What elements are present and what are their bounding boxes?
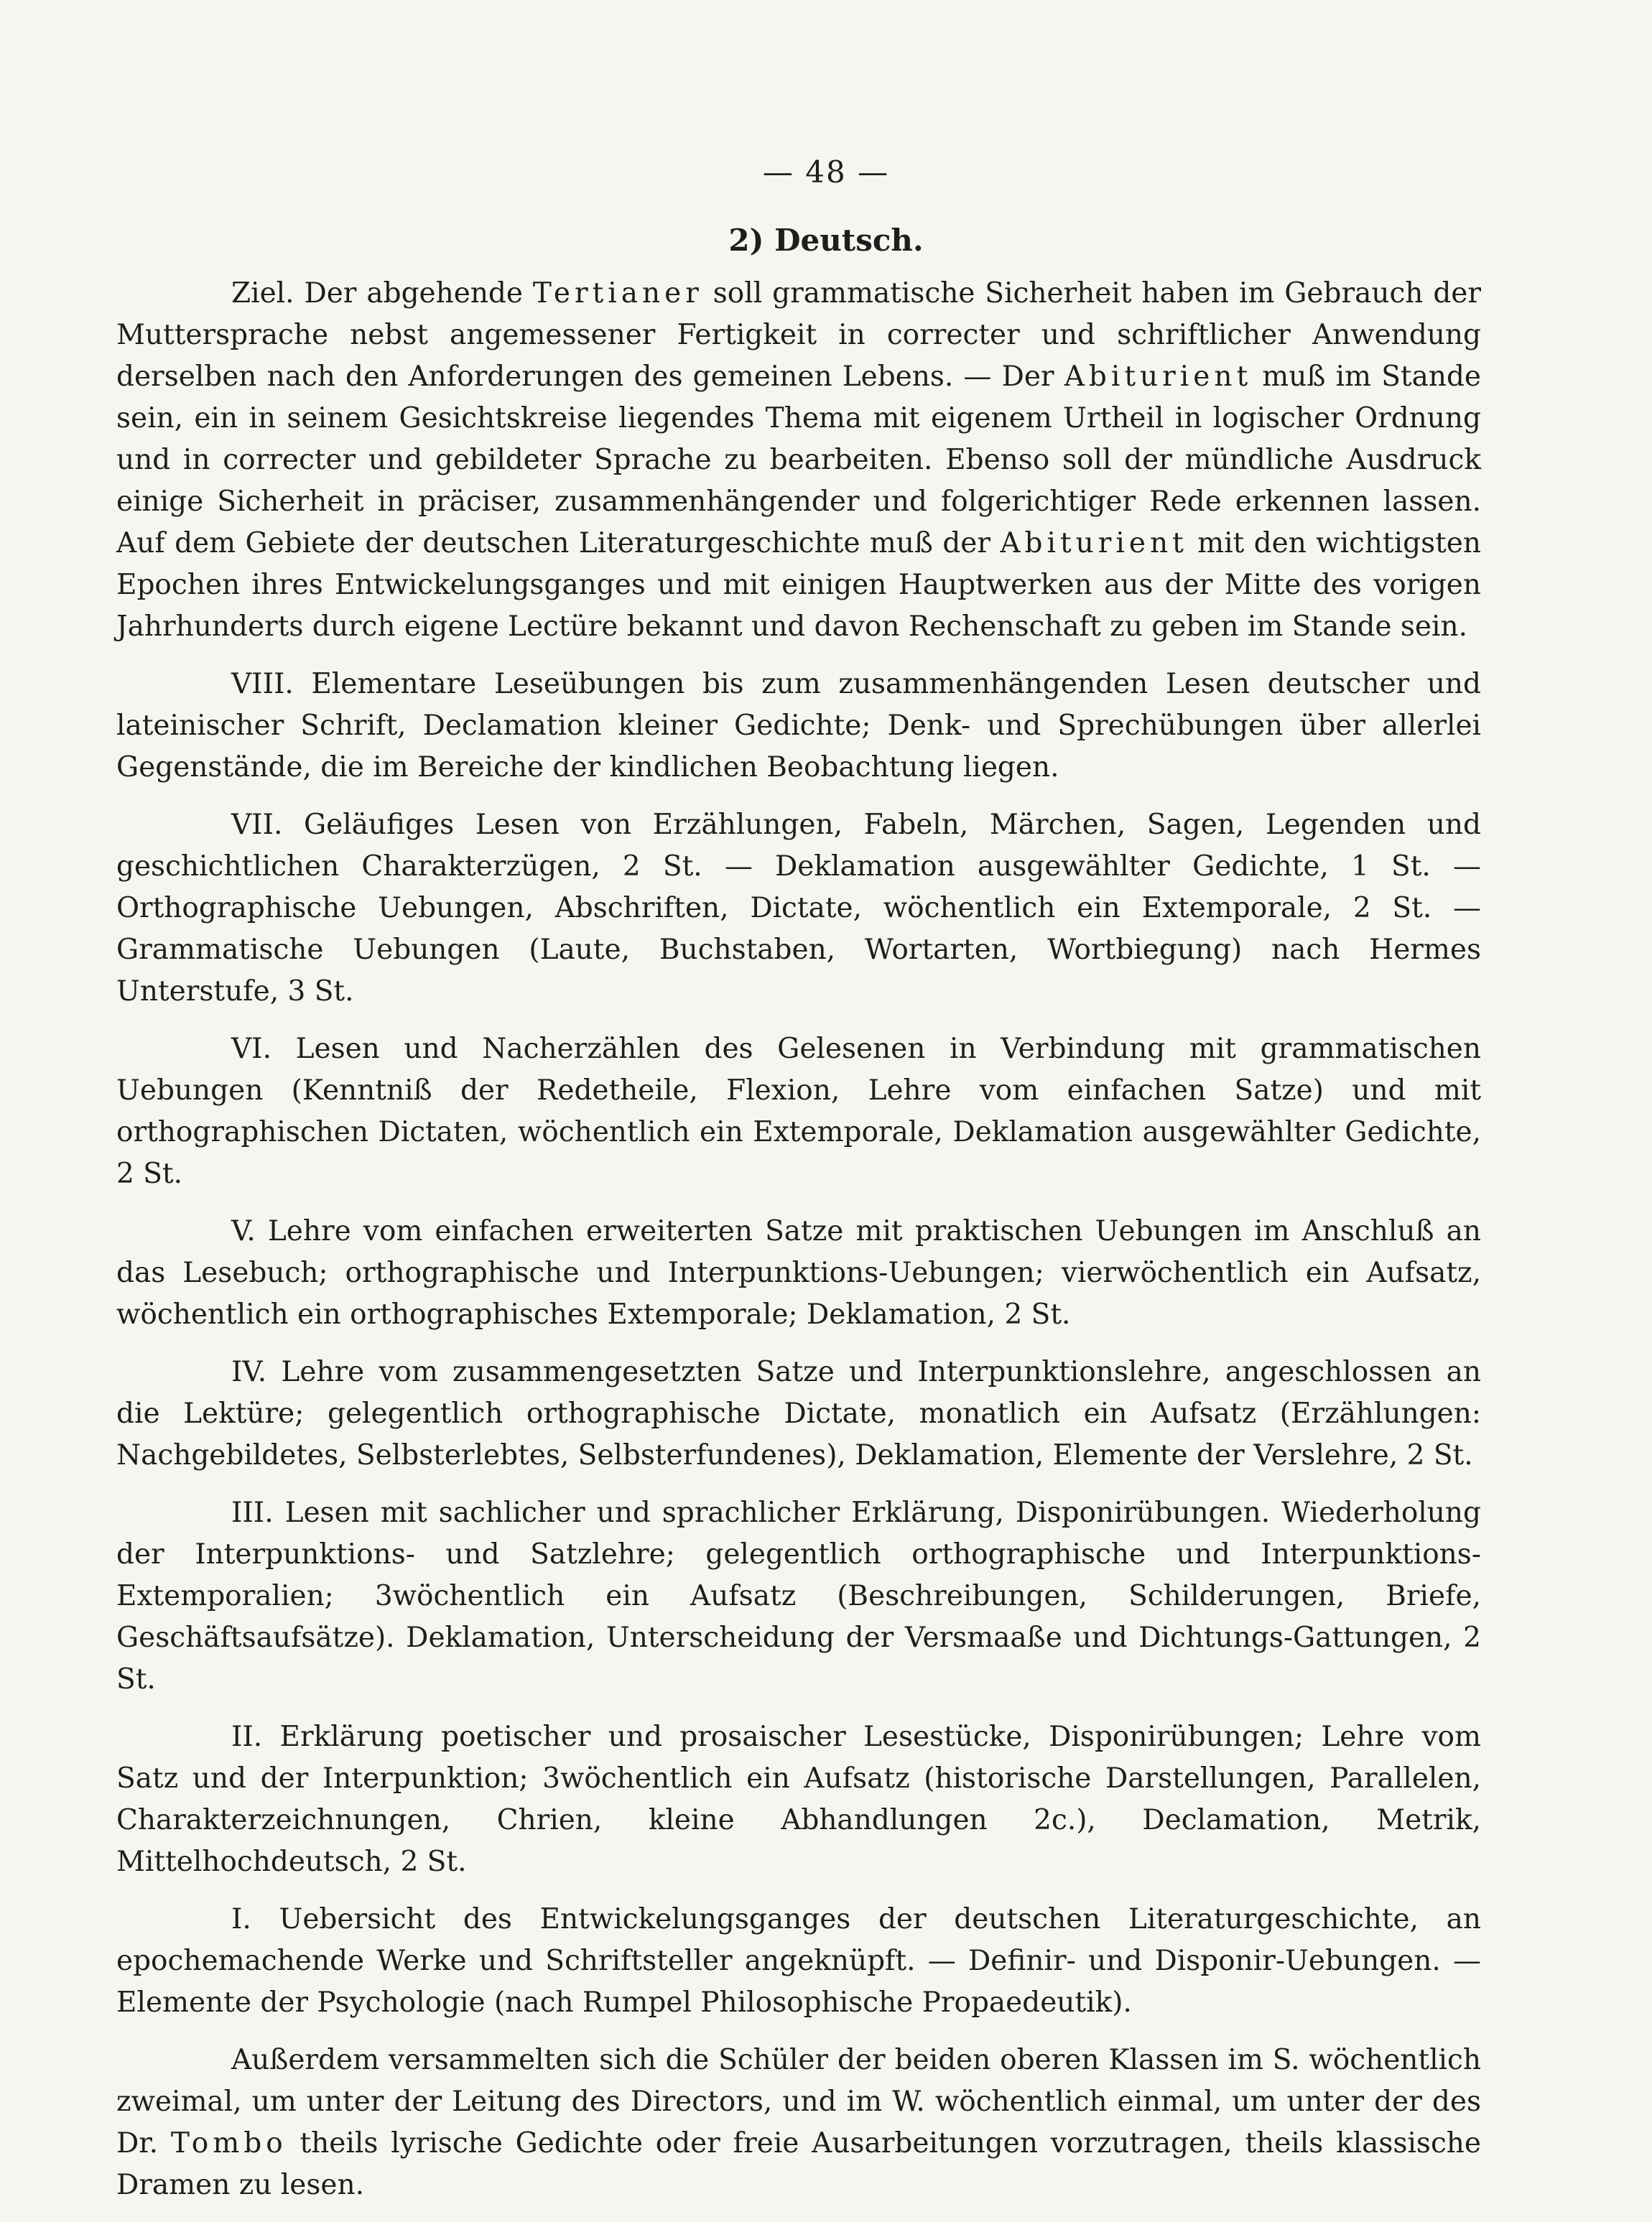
section-title xyxy=(0,223,1652,258)
ziel-tertianer: Tertianer xyxy=(532,277,703,310)
ziel-text-1: Der abgehende xyxy=(304,277,523,310)
paragraph-ziel xyxy=(116,273,1481,648)
ziel-abiturient-2: Abiturient xyxy=(1000,527,1188,559)
closing-text-2: theils lyrische Gedichte oder freie Ausarbeitungen vorzutragen, theils klassische Dramen zu lesen. xyxy=(116,2127,1481,2201)
ziel-text-4: mit den wichtigsten Epochen ihres Entwickelungsganges und mit einigen Hauptwerken aus der Mitte des vorigen Jahrhunderts durch eigene Lectüre bekannt und davon Rechenschaft zu geben im Stande sein. xyxy=(116,527,1481,643)
viii-text: Elementare Leseübungen bis zum zusammenhängenden Lesen deutscher und lateinischer Schrift, Declamation kleiner Gedichte; Denk- und Sprechübungen über allerlei Gegenstände, die im Bereiche der kindlichen Beobachtung liegen. xyxy=(116,668,1482,784)
iii-label: III. xyxy=(231,1497,274,1529)
ziel-abiturient-1: Abiturient xyxy=(1064,361,1253,393)
vii-label: VII. xyxy=(231,809,283,841)
iv-text: Lehre vom zusammengesetzten Satze und Interpunktionslehre, angeschlossen an die Lektüre; gelegentlich orthographische Dictate, monatlich ein Aufsatz (Erzählungen: Nachgebildetes, Selbsterlebtes, Selbsterfundenes), Deklamation, Elemente der Verslehre, 2 St. xyxy=(116,1356,1481,1472)
vi-label: VI. xyxy=(231,1033,272,1065)
paragraph-viii xyxy=(116,664,1481,789)
i-label: I. xyxy=(231,1903,251,1935)
v-text: Lehre vom einfachen erweiterten Satze mit praktischen Uebungen im Anschluß an das Lesebuch; orthographische und Interpunktions-Uebungen; vierwöchentlich ein Aufsatz, wöchentlich ein orthographisches Extemporale; Deklamation, 2 St. xyxy=(116,1215,1481,1331)
ii-text: Erklärung poetischer und prosaischer Lesestücke, Disponirübungen; Lehre vom Satz und der Interpunktion; 3wöchentlich ein Aufsatz (historische Darstellungen, Parallelen, Charakterzeichnungen, Chrien, kleine Abhandlungen 2c.), Declamation, Metrik, Mittelhochdeutsch, 2 St. xyxy=(116,1721,1481,1878)
iii-text: Lesen mit sachlicher und sprachlicher Erklärung, Disponirübungen. Wiederholung der Interpunktions- und Satzlehre; gelegentlich orthographische und Interpunktions-Extemporalien; 3wöchentlich ein Aufsatz (Beschreibungen, Schilderungen, Briefe, Geschäftsaufsätze). Deklamation, Unterscheidung der Versmaaße und Dichtungs-Gattungen, 2 St. xyxy=(116,1497,1481,1696)
paragraph-vii xyxy=(116,804,1481,1013)
vi-text: Lesen und Nacherzählen des Gelesenen in Verbindung mit grammatischen Uebungen (Kenntniß der Redetheile, Flexion, Lehre vom einfachen Satze) und mit orthographischen Dictaten, wöchentlich ein Extemporale, Deklamation ausgewählter Gedichte, 2 St. xyxy=(116,1033,1481,1190)
paragraph-closing xyxy=(116,2040,1481,2206)
viii-label: VIII. xyxy=(231,668,294,700)
ziel-label: Ziel. xyxy=(231,277,294,310)
body-text xyxy=(116,273,1481,2222)
i-text: Uebersicht des Entwickelungsganges der deutschen Literaturgeschichte, an epochemachende Werke und Schriftsteller angeknüpft. — Definir- und Disponir-Uebungen. — Elemente der Psychologie (nach Rumpel Philosophische Propaedeutik). xyxy=(116,1903,1481,2019)
ii-label: II. xyxy=(231,1721,263,1753)
vii-text: Geläufiges Lesen von Erzählungen, Fabeln, Märchen, Sagen, Legenden und geschichtlichen Charakterzügen, 2 St. — Deklamation ausgewählter Gedichte, 1 St. — Orthographische Uebungen, Abschriften, Dictate, wöchentlich ein Extemporale, 2 St. — Grammatische Uebungen (Laute, Buchstaben, Wortarten, Wortbiegung) nach Hermes Unterstufe, 3 St. xyxy=(116,809,1481,1008)
closing-tombo: Tombo xyxy=(170,2127,287,2160)
iv-label: IV. xyxy=(231,1356,267,1388)
paragraph-v xyxy=(116,1211,1481,1336)
paragraph-iii xyxy=(116,1492,1481,1701)
v-label: V. xyxy=(231,1215,256,1247)
paragraph-iv xyxy=(116,1352,1481,1477)
paragraph-vi xyxy=(116,1028,1481,1195)
ziel-text-2: soll grammatische Sicherheit haben im Gebrauch der Muttersprache nebst angemessener Fertigkeit in correcter und schriftlicher Anwendung derselben nach den Anforderungen des gemeinen Lebens. — Der xyxy=(116,277,1482,393)
ziel-text-3: muß im Stande sein, ein in seinem Gesichtskreise liegendes Thema mit eigenem Urtheil in logischer Ordnung und in correcter und gebildeter Sprache zu bearbeiten. Ebenso soll der mündliche Ausdruck einige Sicherheit in präciser, zusammenhängender und folgerichtiger Rede erkennen lassen. Auf dem Gebiete der deutschen Literaturgeschichte muß der xyxy=(116,361,1481,559)
closing-text-1: Außerdem versammelten sich die Schüler der beiden oberen Klassen im S. wöchentlich zweimal, um unter der Leitung des Directors, und im W. wöchentlich einmal, um unter der des Dr. xyxy=(116,2044,1481,2160)
section-title-text: 2) Deutsch. xyxy=(728,223,924,258)
paragraph-ii xyxy=(116,1716,1481,1883)
page-number: — 48 — xyxy=(762,154,890,190)
paragraph-i xyxy=(116,1899,1481,2024)
